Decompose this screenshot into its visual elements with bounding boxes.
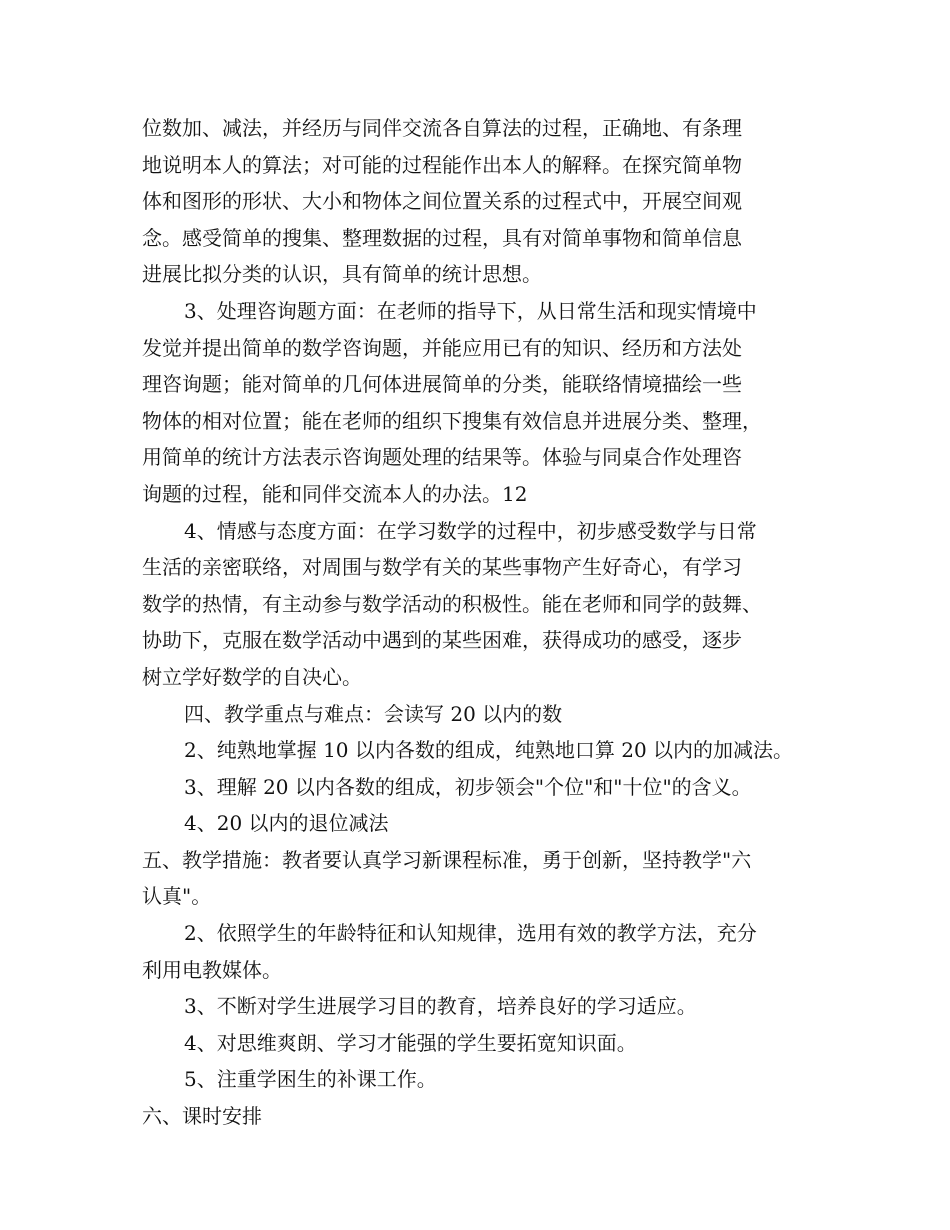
- text-line: 位数加、减法，并经历与同伴交流各自算法的过程，正确地、有条理: [142, 116, 742, 140]
- paragraph-attitude: [142, 513, 832, 696]
- text-line: 物体的相对位置；能在老师的组织下搜集有效信息并进展分类、整理，: [142, 408, 762, 433]
- text-line: 询题的过程，能和同伴交流本人的办法。12: [142, 481, 528, 506]
- text-line: 2、依照学生的年龄特征和认知规律，选用有效的教学方法，充分: [184, 921, 757, 946]
- text-line: 理咨询题；能对简单的几何体进展简单的分类，能联络情境描绘一些: [142, 372, 742, 397]
- text-line: 4、20 以内的退位减法: [184, 811, 389, 836]
- text-line: 3、不断对学生进展学习目的教育，培养良好的学习适应。: [184, 994, 697, 1019]
- paragraph-measure-4: [142, 1025, 832, 1062]
- text-line: 协助下，克服在数学活动中遇到的某些困难，获得成功的感受，逐步: [142, 628, 742, 653]
- text-line: 认真"。: [142, 884, 212, 909]
- text-line: 用简单的统计方法表示咨询题处理的结果等。体验与同桌合作处理咨: [142, 445, 742, 470]
- text-line: 利用电教媒体。: [142, 957, 282, 982]
- text-line: 2、纯熟地掌握 10 以内各数的组成，纯熟地口算 20 以内的加减法。: [184, 738, 794, 763]
- document-body: [142, 110, 832, 1135]
- text-line: 发觉并提出简单的数学咨询题，并能应用已有的知识、经历和方法处: [142, 335, 742, 360]
- paragraph-goals-continued: [142, 110, 832, 293]
- text-line: 4、对思维爽朗、学习才能强的学生要拓宽知识面。: [184, 1030, 637, 1055]
- paragraph-measures: [142, 842, 832, 915]
- text-line: 念。感受简单的搜集、整理数据的过程，具有对简单事物和简单信息: [142, 225, 742, 250]
- text-line: 五、教学措施：教者要认真学习新课程标准，勇于创新，坚持教学"六: [142, 847, 752, 872]
- text-line: 数学的热情，有主动参与数学活动的积极性。能在老师和同学的鼓舞、: [142, 591, 762, 616]
- text-line: 体和图形的形状、大小和物体之间位置关系的过程式中，开展空间观: [142, 189, 742, 214]
- paragraph-measure-3: [142, 988, 832, 1025]
- section-heading-schedule: [142, 1098, 832, 1135]
- paragraph-problem-solving: [142, 293, 832, 513]
- text-line: 3、理解 20 以内各数的组成，初步领会"个位"和"十位"的含义。: [184, 774, 752, 799]
- text-line: 树立学好数学的自决心。: [142, 664, 362, 689]
- paragraph-measure-5: [142, 1061, 832, 1098]
- paragraph-key-4: [142, 805, 832, 842]
- paragraph-key-2: [142, 732, 832, 769]
- paragraph-key-3: [142, 769, 832, 806]
- text-line: 生活的亲密联络，对周围与数学有关的某些事物产生好奇心，有学习: [142, 555, 742, 580]
- text-line: 地说明本人的算法；对可能的过程能作出本人的解释。在探究简单物: [142, 152, 742, 177]
- text-line: 5、注重学困生的补课工作。: [184, 1067, 437, 1092]
- text-line: 四、教学重点与难点：会读写 20 以内的数: [184, 701, 563, 726]
- text-line: 进展比拟分类的认识，具有简单的统计思想。: [142, 262, 542, 287]
- paragraph-key-points: [142, 696, 832, 733]
- text-line: 4、情感与态度方面：在学习数学的过程中，初步感受数学与日常: [184, 518, 757, 543]
- text-line: 3、处理咨询题方面：在老师的指导下，从日常生活和现实情境中: [184, 298, 757, 323]
- text-line: 六、课时安排: [142, 1104, 262, 1129]
- paragraph-measure-2: [142, 915, 832, 988]
